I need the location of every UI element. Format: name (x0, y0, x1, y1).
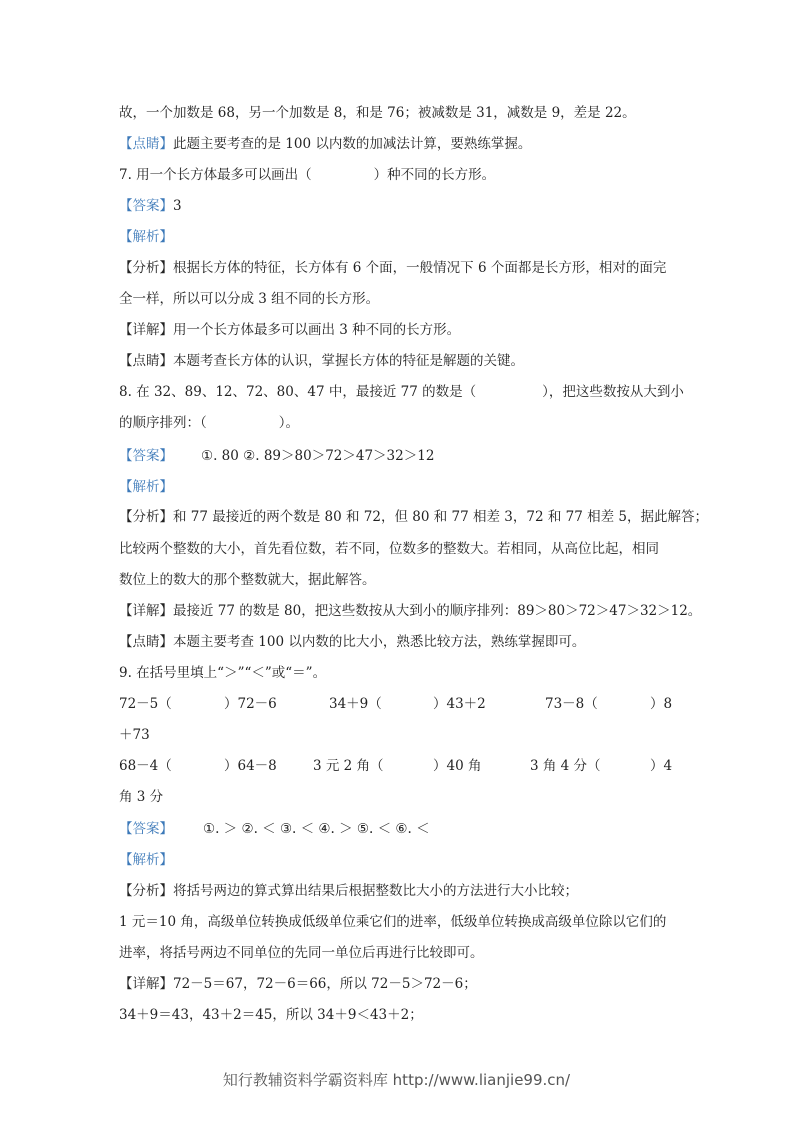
compare-1b: ）72－6 (224, 696, 277, 712)
compare-4b: ）64－8 (224, 758, 277, 774)
compare-3b: ）8 (650, 696, 673, 712)
q7-fenxi-1: 【分析】根据长方体的特征，长方体有 6 个面，一般情况下 6 个面都是长方形，相对的面完 (119, 260, 667, 276)
footer-watermark: 知行教辅资料学霸资料库 http://www.lianjie99.cn/ (222, 1071, 571, 1089)
q8-fenxi-1: 【分析】和 77 最接近的两个数是 80 和 72，但 80 和 77 相差 3，72 和 77 相差 5，据此解答； (119, 509, 709, 525)
question-8-cont: 的顺序排列：（ ）。 (119, 415, 299, 431)
compare-6a: 3 角 4 分（ (530, 758, 601, 774)
q9-fenxi-2: 1 元＝10 角，高级单位转换成低级单位乘它们的进率，低级单位转换成高级单位除以它们的 (119, 914, 667, 930)
q8-dianjing: 【点睛】本题主要考查 100 以内数的比大小，熟悉比较方法，熟练掌握即可。 (119, 634, 586, 650)
q9-fenxi-1: 【分析】将括号两边的算式算出结果后根据整数比大小的方法进行大小比较； (119, 883, 578, 899)
q8-fenxi-2: 比较两个整数的大小，首先看位数，若不同，位数多的整数大。若相同，从高位比起，相同 (119, 541, 659, 557)
q9-answer: 【答案】 ①. ＞ ②. ＜ ③. ＜ ④. ＞ ⑤. ＜ ⑥. ＜ (119, 821, 430, 837)
compare-4a: 68－4（ (119, 758, 172, 774)
compare-5a: 3 元 2 角（ (313, 758, 384, 774)
q7-jiexi: 【解析】 (119, 229, 173, 245)
compare-2b: ）43＋2 (433, 696, 486, 712)
compare-3-wrap: ＋73 (119, 727, 150, 743)
compare-3a: 73－8（ (545, 696, 598, 712)
q7-fenxi-2: 全一样，所以可以分成 3 组不同的长方形。 (119, 291, 380, 307)
compare-6b: ）4 (650, 758, 673, 774)
question-7: 7. 用一个长方体最多可以画出（ ）种不同的长方形。 (119, 167, 496, 183)
dianjing-tag: 【点睛】 (119, 136, 173, 152)
q9-fenxi-3: 进率，将括号两边不同单位的先同一单位后再进行比较即可。 (119, 945, 484, 961)
q9-xiangjie-1: 【详解】72－5＝67，72－6＝66，所以 72－5＞72－6； (119, 976, 477, 992)
compare-5b: ）40 角 (433, 758, 482, 774)
question-9: 9. 在括号里填上“＞”“＜”或“＝”。 (119, 665, 327, 681)
q8-answer: 【答案】 ①. 80 ②. 89＞80＞72＞47＞32＞12 (119, 448, 435, 464)
compare-6-wrap: 角 3 分 (119, 789, 164, 805)
q7-answer: 【答案】3 (119, 198, 182, 214)
q7-xiangjie: 【详解】用一个长方体最多可以画出 3 种不同的长方形。 (119, 322, 461, 338)
compare-2a: 34＋9（ (329, 696, 382, 712)
q9-jiexi: 【解析】 (119, 852, 173, 868)
text-line: 故，一个加数是 68，另一个加数是 8，和是 76；被减数是 31，减数是 9，差是 22。 (119, 105, 636, 121)
q8-fenxi-3: 数位上的数大的那个整数就大，据此解答。 (119, 572, 376, 588)
q9-xiangjie-2: 34＋9＝43，43＋2＝45，所以 34＋9＜43＋2； (119, 1007, 423, 1023)
q8-xiangjie: 【详解】最接近 77 的数是 80，把这些数按从大到小的顺序排列：89＞80＞72＞47＞32＞12。 (119, 603, 702, 619)
question-8: 8. 在 32、89、12、72、80、47 中，最接近 77 的数是（ ），把这些数按从大到小 (119, 384, 684, 400)
dianjing-line: 【点睛】此题主要考查的是 100 以内数的加减法计算，要熟练掌握。 (119, 136, 532, 152)
compare-1a: 72－5（ (119, 696, 172, 712)
q8-jiexi: 【解析】 (119, 479, 173, 495)
q7-dianjing: 【点睛】本题考查长方体的认识，掌握长方体的特征是解题的关键。 (119, 353, 524, 369)
